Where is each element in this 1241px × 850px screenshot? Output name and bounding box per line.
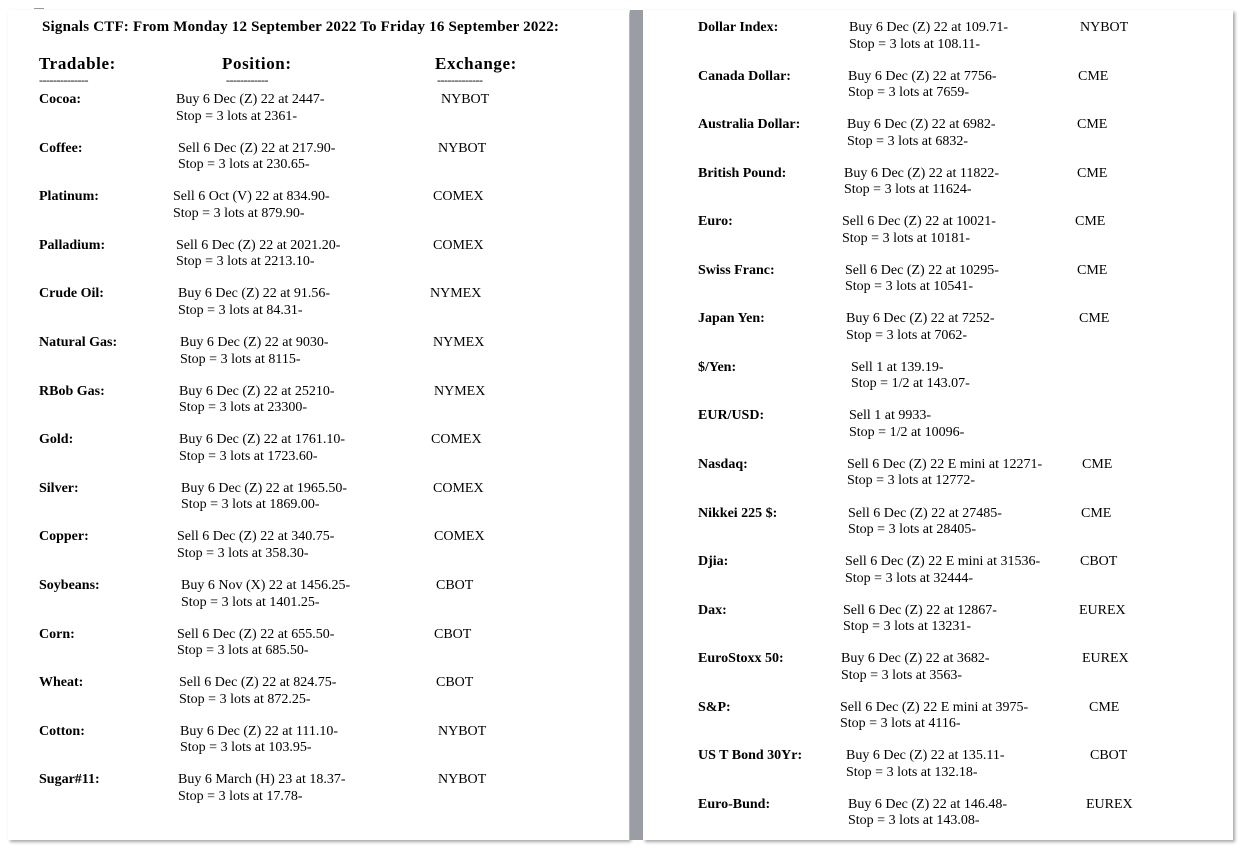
tradable-name: EuroStoxx 50: bbox=[698, 651, 784, 667]
position-text bbox=[173, 189, 330, 222]
position-stop: Stop = 3 lots at 8115- bbox=[180, 351, 301, 367]
position-stop: Stop = 3 lots at 28405- bbox=[848, 522, 977, 537]
position-text bbox=[846, 311, 995, 344]
position-text bbox=[845, 554, 1040, 587]
position-text bbox=[179, 384, 335, 417]
position-text bbox=[848, 69, 997, 102]
position-text bbox=[845, 263, 999, 296]
position-text bbox=[848, 797, 1007, 830]
position-order: Buy 6 Dec (Z) 22 at 135.11- bbox=[846, 748, 1005, 764]
tradable-name: Platinum: bbox=[39, 189, 99, 205]
tradable-name: Wheat: bbox=[39, 675, 84, 691]
exchange-name: CBOT bbox=[436, 675, 474, 691]
position-order: Buy 6 Nov (X) 22 at 1456.25- bbox=[181, 578, 351, 593]
tradable-name: Dax: bbox=[698, 602, 727, 618]
position-text bbox=[176, 92, 325, 125]
position-stop: Stop = 3 lots at 12772- bbox=[847, 473, 976, 489]
position-order: Sell 6 Dec (Z) 22 E mini at 12271- bbox=[847, 456, 1043, 472]
position-text bbox=[847, 457, 1042, 490]
position-text bbox=[180, 724, 338, 757]
exchange-name: CME bbox=[1077, 117, 1108, 133]
position-order: Buy 6 Dec (Z) 22 at 9030- bbox=[180, 335, 329, 350]
exchange-name: CBOT bbox=[1090, 748, 1128, 764]
tradable-name: Euro-Bund: bbox=[698, 796, 771, 812]
position-stop: Stop = 3 lots at 7659- bbox=[848, 85, 970, 101]
position-stop: Stop = 1/2 at 143.07- bbox=[851, 376, 970, 392]
position-text bbox=[178, 141, 335, 174]
position-text bbox=[177, 529, 334, 562]
position-order: Sell 6 Oct (V) 22 at 834.90- bbox=[173, 189, 330, 205]
page-gutter bbox=[630, 10, 643, 840]
position-stop: Stop = 3 lots at 6832- bbox=[847, 133, 969, 149]
position-text bbox=[842, 214, 996, 247]
position-stop: Stop = 3 lots at 108.11- bbox=[849, 36, 981, 52]
position-order: Buy 6 Dec (Z) 22 at 111.10- bbox=[180, 723, 338, 739]
position-stop: Stop = 3 lots at 17.78- bbox=[178, 788, 303, 804]
position-order: Buy 6 Dec (Z) 22 at 3682- bbox=[841, 651, 990, 667]
position-text bbox=[851, 360, 970, 393]
position-stop: Stop = 1/2 at 10096- bbox=[849, 424, 965, 440]
position-text bbox=[846, 748, 1005, 781]
position-order: Buy 6 Dec (Z) 22 at 109.71- bbox=[849, 20, 1009, 35]
tradable-name: Dollar Index: bbox=[698, 20, 779, 35]
tradable-name: Cocoa: bbox=[39, 92, 81, 107]
position-text bbox=[178, 772, 346, 805]
exchange-name: COMEX bbox=[433, 189, 484, 205]
position-stop: Stop = 3 lots at 23300- bbox=[179, 400, 308, 416]
position-stop: Stop = 3 lots at 3563- bbox=[841, 667, 963, 683]
position-order: Sell 1 at 139.19- bbox=[851, 359, 944, 375]
position-order: Buy 6 Dec (Z) 22 at 1965.50- bbox=[181, 480, 348, 496]
exchange-name: CME bbox=[1077, 165, 1108, 181]
position-stop: Stop = 3 lots at 872.25- bbox=[179, 691, 311, 707]
exchange-name: EUREX bbox=[1082, 651, 1129, 667]
tradable-name: S&P: bbox=[698, 699, 731, 715]
position-order: Sell 6 Dec (Z) 22 at 27485- bbox=[848, 505, 1002, 521]
tradable-name: Canada Dollar: bbox=[698, 68, 791, 84]
exchange-name: CME bbox=[1079, 311, 1110, 327]
position-text bbox=[844, 166, 999, 199]
position-stop: Stop = 3 lots at 1723.60- bbox=[179, 448, 318, 464]
position-order: Buy 6 Dec (Z) 22 at 91.56- bbox=[178, 286, 331, 302]
exchange-name: NYBOT bbox=[1080, 20, 1129, 35]
tradable-name: Copper: bbox=[39, 529, 89, 545]
position-stop: Stop = 3 lots at 13231- bbox=[843, 619, 972, 635]
position-order: Buy 6 Dec (Z) 22 at 7756- bbox=[848, 68, 997, 84]
exchange-name: COMEX bbox=[433, 237, 484, 253]
position-order: Sell 6 Dec (Z) 22 at 2021.20- bbox=[176, 237, 341, 253]
exchange-name: CBOT bbox=[434, 626, 472, 642]
position-text bbox=[177, 627, 334, 660]
exchange-name: CBOT bbox=[1080, 554, 1118, 570]
position-text bbox=[181, 578, 350, 611]
position-order: Buy 6 Dec (Z) 22 at 6982- bbox=[847, 117, 996, 133]
document-page-left bbox=[8, 10, 629, 840]
tradable-name: Djia: bbox=[698, 554, 729, 570]
tradable-name: Sugar#11: bbox=[39, 772, 100, 788]
position-text bbox=[180, 335, 329, 368]
position-text bbox=[178, 286, 330, 319]
tradable-name: Corn: bbox=[39, 626, 75, 642]
position-order: Buy 6 Dec (Z) 22 at 146.48- bbox=[848, 796, 1008, 812]
exchange-name: NYMEX bbox=[433, 335, 485, 350]
position-stop: Stop = 3 lots at 4116- bbox=[840, 716, 961, 732]
tradable-name: Gold: bbox=[39, 432, 74, 448]
position-stop: Stop = 3 lots at 879.90- bbox=[173, 205, 305, 221]
tradable-name: Coffee: bbox=[39, 140, 83, 156]
position-order: Sell 6 Dec (Z) 22 at 10021- bbox=[842, 214, 996, 230]
position-stop: Stop = 3 lots at 32444- bbox=[845, 570, 974, 586]
position-text bbox=[181, 481, 347, 514]
position-order: Sell 6 Dec (Z) 22 at 12867- bbox=[843, 602, 997, 618]
tradable-name: Crude Oil: bbox=[39, 286, 104, 302]
exchange-name: NYBOT bbox=[438, 772, 487, 788]
position-text bbox=[840, 700, 1028, 733]
position-text bbox=[847, 117, 996, 150]
position-text bbox=[843, 603, 997, 636]
header-position: Position: bbox=[222, 54, 292, 73]
position-stop: Stop = 3 lots at 143.08- bbox=[848, 813, 980, 829]
document-title: Signals CTF: From Monday 12 September 2022 To Friday 16 September 2022: bbox=[42, 19, 560, 35]
exchange-name: CBOT bbox=[436, 578, 474, 593]
tradable-name: Cotton: bbox=[39, 723, 85, 739]
tradable-name: Palladium: bbox=[39, 237, 106, 253]
exchange-name: COMEX bbox=[431, 432, 482, 448]
position-stop: Stop = 3 lots at 1401.25- bbox=[181, 594, 320, 610]
tradable-name: Nikkei 225 $: bbox=[698, 505, 778, 521]
position-order: Buy 6 March (H) 23 at 18.37- bbox=[178, 772, 346, 788]
exchange-name: NYMEX bbox=[430, 286, 482, 302]
position-stop: Stop = 3 lots at 7062- bbox=[846, 327, 968, 343]
header-tradable-rule: -------------- bbox=[39, 73, 88, 87]
position-order: Sell 6 Dec (Z) 22 at 824.75- bbox=[179, 675, 337, 691]
exchange-name: COMEX bbox=[433, 480, 484, 496]
position-order: Buy 6 Dec (Z) 22 at 25210- bbox=[179, 383, 335, 399]
exchange-name: EUREX bbox=[1086, 796, 1133, 812]
position-text bbox=[176, 238, 340, 271]
tradable-name: Natural Gas: bbox=[39, 335, 118, 350]
exchange-name: CME bbox=[1075, 214, 1106, 230]
position-order: Buy 6 Dec (Z) 22 at 11822- bbox=[844, 165, 999, 181]
position-stop: Stop = 3 lots at 2213.10- bbox=[176, 254, 315, 270]
position-stop: Stop = 3 lots at 358.30- bbox=[177, 545, 309, 561]
position-stop: Stop = 3 lots at 685.50- bbox=[177, 643, 309, 659]
exchange-name: NYBOT bbox=[438, 140, 487, 156]
position-stop: Stop = 3 lots at 103.95- bbox=[180, 740, 312, 756]
position-order: Sell 6 Dec (Z) 22 E mini at 3975- bbox=[840, 699, 1029, 715]
position-text bbox=[179, 432, 345, 465]
exchange-name: CME bbox=[1081, 505, 1112, 521]
position-stop: Stop = 3 lots at 230.65- bbox=[178, 157, 310, 173]
tradable-name: Euro: bbox=[698, 214, 733, 230]
tradable-name: Silver: bbox=[39, 480, 79, 496]
header-exchange-rule: ------------- bbox=[437, 73, 483, 87]
position-stop: Stop = 3 lots at 11624- bbox=[844, 182, 972, 198]
position-order: Sell 6 Dec (Z) 22 at 10295- bbox=[845, 262, 999, 278]
exchange-name: NYBOT bbox=[438, 723, 487, 739]
position-text bbox=[848, 506, 1002, 539]
tradable-name: RBob Gas: bbox=[39, 383, 105, 399]
tradable-name: Swiss Franc: bbox=[698, 262, 775, 278]
position-stop: Stop = 3 lots at 132.18- bbox=[846, 764, 978, 780]
position-order: Sell 6 Dec (Z) 22 E mini at 31536- bbox=[845, 554, 1041, 570]
position-stop: Stop = 3 lots at 84.31- bbox=[178, 302, 303, 318]
position-text bbox=[849, 408, 964, 441]
tradable-name: Australia Dollar: bbox=[698, 117, 801, 133]
position-order: Buy 6 Dec (Z) 22 at 7252- bbox=[846, 311, 995, 327]
position-stop: Stop = 3 lots at 2361- bbox=[176, 108, 298, 124]
tradable-name: EUR/USD: bbox=[698, 408, 765, 424]
exchange-name: COMEX bbox=[434, 529, 485, 545]
header-tradable: Tradable: bbox=[39, 54, 116, 73]
position-text bbox=[841, 651, 990, 684]
tradable-name: Japan Yen: bbox=[698, 311, 765, 327]
exchange-name: CME bbox=[1082, 456, 1113, 472]
position-text bbox=[849, 20, 1008, 53]
page-corner-mark bbox=[34, 8, 44, 9]
position-stop: Stop = 3 lots at 1869.00- bbox=[181, 497, 320, 513]
tradable-name: US T Bond 30Yr: bbox=[698, 748, 803, 764]
tradable-name: $/Yen: bbox=[698, 359, 737, 375]
position-stop: Stop = 3 lots at 10541- bbox=[845, 279, 974, 295]
header-position-rule: ------------ bbox=[226, 73, 268, 87]
tradable-name: Nasdaq: bbox=[698, 456, 748, 472]
exchange-name: CME bbox=[1078, 68, 1109, 84]
position-order: Buy 6 Dec (Z) 22 at 1761.10- bbox=[179, 432, 346, 448]
position-order: Sell 6 Dec (Z) 22 at 655.50- bbox=[177, 626, 335, 642]
exchange-name: NYBOT bbox=[441, 92, 490, 107]
exchange-name: CME bbox=[1077, 262, 1108, 278]
position-text bbox=[179, 675, 336, 708]
exchange-name: EUREX bbox=[1079, 602, 1126, 618]
tradable-name: British Pound: bbox=[698, 165, 787, 181]
position-order: Sell 1 at 9933- bbox=[849, 408, 932, 424]
tradable-name: Soybeans: bbox=[39, 578, 100, 593]
position-order: Buy 6 Dec (Z) 22 at 2447- bbox=[176, 92, 325, 107]
exchange-name: CME bbox=[1089, 699, 1120, 715]
position-order: Sell 6 Dec (Z) 22 at 340.75- bbox=[177, 529, 335, 545]
header-exchange: Exchange: bbox=[435, 54, 517, 73]
position-order: Sell 6 Dec (Z) 22 at 217.90- bbox=[178, 140, 336, 156]
exchange-name: NYMEX bbox=[434, 383, 486, 399]
position-stop: Stop = 3 lots at 10181- bbox=[842, 230, 971, 246]
